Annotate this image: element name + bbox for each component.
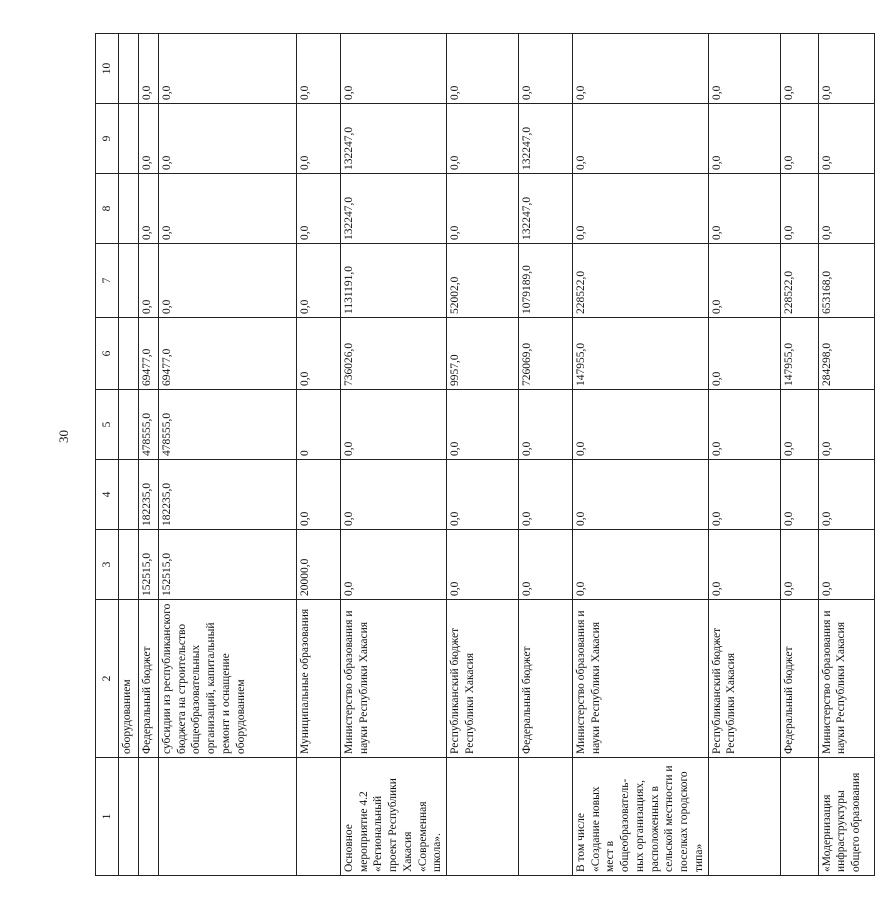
amount-cell: 0,0 [780,530,818,600]
amount-cell: 0,0 [159,104,297,174]
activity-cell: Основное мероприятие 4.2 «Региональный проект Республики Хакасия «Современная школа». [341,758,447,876]
amount-cell: 0,0 [159,174,297,244]
column-header: 4 [96,460,119,530]
column-header: 7 [96,244,119,318]
amount-cell: 152515,0 [159,530,297,600]
amount-cell: 0,0 [447,34,519,104]
table-row [447,34,519,876]
amount-cell: 147955,0 [780,318,818,390]
funding-source-cell: Муниципальные образования [297,600,341,758]
amount-cell: 0,0 [573,390,708,460]
budget-table [95,33,875,876]
amount-cell: 0,0 [573,530,708,600]
table-row [119,34,139,876]
page-number: 30 [56,430,71,443]
amount-cell [119,390,139,460]
amount-cell: 0,0 [519,530,573,600]
amount-cell: 0,0 [519,390,573,460]
amount-cell: 726069,0 [519,318,573,390]
amount-cell: 0,0 [818,530,874,600]
amount-cell: 52002,0 [447,244,519,318]
amount-cell [119,530,139,600]
activity-cell [447,758,519,876]
amount-cell: 0,0 [139,174,159,244]
amount-cell: 0,0 [818,460,874,530]
column-header: 3 [96,530,119,600]
amount-cell: 653168,0 [818,244,874,318]
amount-cell: 0,0 [780,390,818,460]
amount-cell: 0,0 [297,104,341,174]
amount-cell: 0,0 [708,530,780,600]
amount-cell: 0,0 [708,244,780,318]
amount-cell: 1131191,0 [341,244,447,318]
activity-cell [119,758,139,876]
amount-cell: 0,0 [708,318,780,390]
table-row [708,34,780,876]
amount-cell: 0,0 [159,244,297,318]
activity-cell: В том числе «Создание новых мест в общеобразователь-ных организациях, расположенных в сельской местности и поселках городского типа» [573,758,708,876]
amount-cell: 0,0 [159,34,297,104]
amount-cell: 736026,0 [341,318,447,390]
activity-cell [708,758,780,876]
activity-cell [780,758,818,876]
amount-cell: 0,0 [573,34,708,104]
amount-cell: 132247,0 [519,104,573,174]
funding-source-cell: оборудованием [119,600,139,758]
amount-cell [119,244,139,318]
amount-cell: 0,0 [708,104,780,174]
amount-cell: 0,0 [297,34,341,104]
amount-cell: 228522,0 [780,244,818,318]
funding-source-cell: Министерство образования и науки Республики Хакасия [341,600,447,758]
amount-cell: 478555,0 [139,390,159,460]
amount-cell: 0,0 [708,34,780,104]
funding-source-cell: субсидии из республиканского бюджета на строительство общеобразовательных организаций, капитальный ремонт и оснащение оборудованием [159,600,297,758]
funding-source-cell: Федеральный бюджет [780,600,818,758]
amount-cell: 0,0 [708,174,780,244]
funding-source-cell: Республиканский бюджет Республики Хакасия [447,600,519,758]
amount-cell: 0,0 [780,174,818,244]
table-row [780,34,818,876]
amount-cell: 0,0 [519,34,573,104]
funding-source-cell: Министерство образования и науки Республики Хакасия [818,600,874,758]
table-row [159,34,297,876]
amount-cell: 0,0 [341,530,447,600]
table-row [519,34,573,876]
amount-cell: 284298,0 [818,318,874,390]
amount-cell: 9957,0 [447,318,519,390]
column-header: 9 [96,104,119,174]
amount-cell: 0,0 [297,460,341,530]
column-header: 1 [96,758,119,876]
amount-cell: 147955,0 [573,318,708,390]
amount-cell: 228522,0 [573,244,708,318]
activity-cell [139,758,159,876]
amount-cell: 0,0 [297,174,341,244]
activity-cell [297,758,341,876]
column-number-row [96,34,119,876]
amount-cell: 20000,0 [297,530,341,600]
amount-cell [119,104,139,174]
amount-cell: 0,0 [708,460,780,530]
amount-cell: 1079189,0 [519,244,573,318]
table-body [119,34,875,876]
amount-cell: 152515,0 [139,530,159,600]
amount-cell: 0,0 [447,104,519,174]
amount-cell [119,460,139,530]
activity-cell: «Модернизация инфраструктуры общего образования [818,758,874,876]
table-row [573,34,708,876]
amount-cell: 0,0 [139,34,159,104]
amount-cell: 0,0 [708,390,780,460]
amount-cell: 0,0 [297,244,341,318]
amount-cell: 0,0 [139,104,159,174]
amount-cell: 0,0 [818,174,874,244]
amount-cell: 132247,0 [341,174,447,244]
amount-cell: 0,0 [519,460,573,530]
amount-cell: 0 [297,390,341,460]
amount-cell: 478555,0 [159,390,297,460]
amount-cell: 0,0 [297,318,341,390]
funding-source-cell: Федеральный бюджет [519,600,573,758]
amount-cell [119,34,139,104]
amount-cell: 182235,0 [159,460,297,530]
amount-cell: 69477,0 [159,318,297,390]
column-header: 8 [96,174,119,244]
amount-cell: 0,0 [139,244,159,318]
amount-cell: 0,0 [780,460,818,530]
amount-cell: 69477,0 [139,318,159,390]
amount-cell [119,174,139,244]
amount-cell: 0,0 [818,104,874,174]
amount-cell: 0,0 [573,174,708,244]
amount-cell: 182235,0 [139,460,159,530]
table-row [297,34,341,876]
amount-cell: 0,0 [780,34,818,104]
table-row [139,34,159,876]
column-header: 2 [96,600,119,758]
funding-source-cell: Министерство образования и науки Республики Хакасия [573,600,708,758]
amount-cell: 0,0 [818,390,874,460]
amount-cell [119,318,139,390]
amount-cell: 0,0 [447,390,519,460]
funding-source-cell: Федеральный бюджет [139,600,159,758]
amount-cell: 132247,0 [519,174,573,244]
column-header: 5 [96,390,119,460]
amount-cell: 0,0 [818,34,874,104]
amount-cell: 0,0 [341,460,447,530]
budget-table-container [95,34,862,876]
column-header: 10 [96,34,119,104]
amount-cell: 0,0 [447,530,519,600]
activity-cell [519,758,573,876]
table-row [818,34,874,876]
funding-source-cell: Республиканский бюджет Республики Хакасия [708,600,780,758]
table-row [341,34,447,876]
amount-cell: 0,0 [341,34,447,104]
amount-cell: 132247,0 [341,104,447,174]
column-header: 6 [96,318,119,390]
amount-cell: 0,0 [780,104,818,174]
amount-cell: 0,0 [573,104,708,174]
amount-cell: 0,0 [447,460,519,530]
activity-cell [159,758,297,876]
amount-cell: 0,0 [573,460,708,530]
amount-cell: 0,0 [447,174,519,244]
amount-cell: 0,0 [341,390,447,460]
